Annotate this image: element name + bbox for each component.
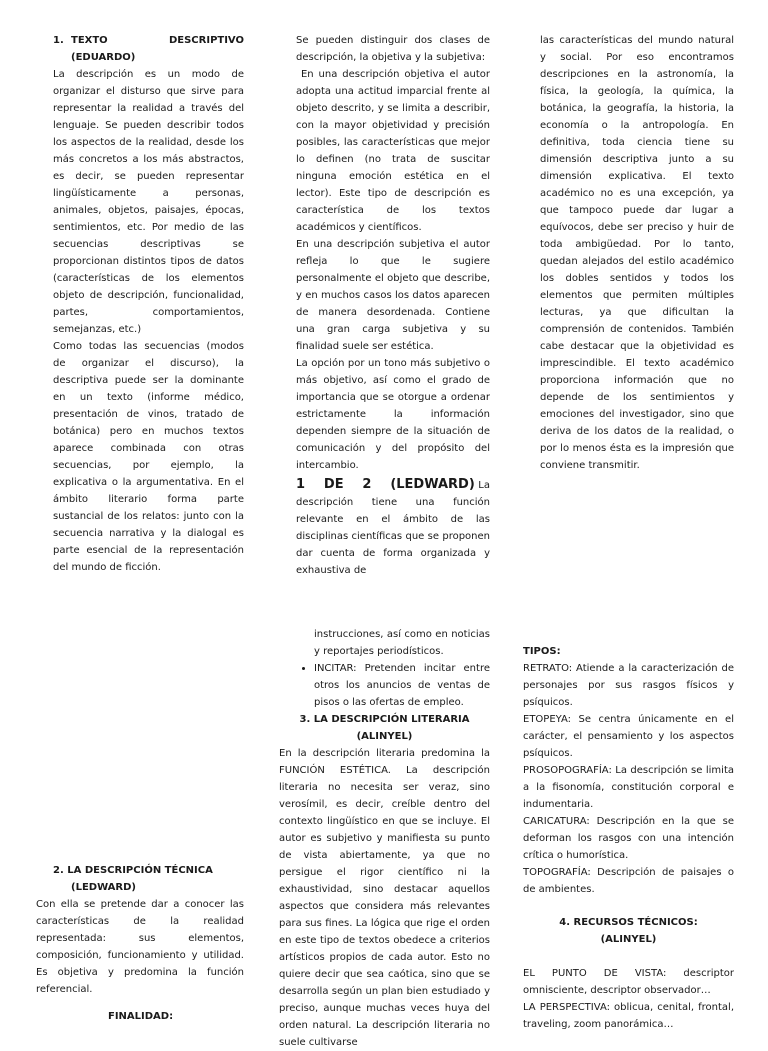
- list-item: EL PUNTO DE VISTA: descriptor omnisciente, descriptor observador…: [523, 968, 734, 996]
- tipos-heading: TIPOS:: [523, 646, 561, 657]
- paragraph: En la descripción literaria predomina la FUNCIÓN ESTÉTICA. La descripción literaria no necesita ser veraz, sino verosímil, es decir, creíble dentro del contexto lingüístico en que se incluye. El autor es subjetivo y manifiesta su punto de vista abiertamente, ya que no persigue el rigor científico ni la exhaustividad, sino destacar aquellos aspectos que considera más relevantes para sus fines. La lógica que rige el orden en este tipo de textos obedece a criterios artísticos propios de cada autor. Esto no quiere decir que sea caótica, sino que se desarrolla según un plan bien estudiado y preciso, aunque muchas veces huya del orden natural. La descripción literaria no suele cultivarse: [279, 748, 490, 1048]
- bullet-label: INCITAR:: [314, 663, 357, 674]
- section-number: 1.: [53, 35, 64, 46]
- section-3-author: (ALINYEL): [356, 731, 413, 742]
- column-6: [523, 643, 734, 1030]
- list-item: LA PERSPECTIVA: oblicua, cenital, frontal, traveling, zoom panorámica…: [523, 1002, 734, 1030]
- paragraph: instrucciones, así como en noticias y reportajes periodísticos.: [314, 629, 490, 657]
- paragraph-text: La descripción tiene una función relevante en el ámbito de las disciplinas científicas que se proponen dar cuenta de forma organizada y exhaustiva de: [296, 480, 490, 576]
- paragraph: En una descripción subjetiva el autor refleja lo que le sugiere personalmente el objeto que describe, y en muchos casos los datos aparecen de manera desordenada. Contiene una gran carga subjetiva y su finalidad suele ser estética.: [296, 239, 490, 352]
- section-1-heading: [53, 32, 244, 49]
- column-2: [296, 32, 494, 579]
- section-3-heading: 3. LA DESCRIPCIÓN LITERARIA: [299, 714, 470, 725]
- paragraph: En una descripción objetiva el autor adopta una actitud imparcial frente al objeto descrito, y se limita a describir, con la mayor objetividad y precisión posibles, las características que mejor lo definen (no trata de suscitar ninguna emoción estética en el lector). Este tipo de descripción es característica de los textos académicos y científicos.: [296, 69, 494, 233]
- list-item: CARICATURA: Descripción en la que se deforman los rasgos con una intención crítica o humorística.: [523, 816, 734, 861]
- paragraph: las características del mundo natural y social. Por eso encontramos descripciones en la astronomía, la física, la geología, la química, la botánica, la geografía, la historia, la economía o la antropología. En definitiva, toda ciencia tiene su dimensión descriptiva junto a su dimensión explicativa. El texto académico no es una excepción, ya que tampoco puede dar lugar a equívocos, debe ser preciso y huir de toda ambigüedad. Por lo tanto, quedan alejados del estilo académico los dobles sentidos y todos los elementos que permiten múltiples lecturas, ya que dificultan la comprensión de contenidos. También cabe destacar que la objetividad es imprescindible. El texto académico proporciona información que no depende de los sentimientos y emociones del investigador, sino que deriva de los datos de la realidad, o por lo menos ésta es la impresión que conviene transmitir.: [540, 35, 734, 471]
- paragraph: La opción por un tono más subjetivo o más objetivo, así como el grado de importancia que se otorgue a ordenar estrictamente la información dependen siempre de la situación de comunicación y del propósito del intercambio.: [296, 358, 490, 471]
- paragraph: Como todas las secuencias (modos de organizar el discurso), la descriptiva puede ser la dominante en un texto (informe médico, presentación de vinos, tratado de botánica) pero en muchos textos aparece combinada con otras secuencias, por ejemplo, la explicativa o la argumentativa. En el ámbito literario forma parte sustancial de los relatos: junto con la secuencia narrativa y la dialogal es parte esencial de la representación del mundo de ficción.: [53, 341, 244, 573]
- bullet-text: Pretenden incitar entre otros los anuncios de ventas de pisos o las ofertas de empleo.: [314, 663, 490, 708]
- paragraph: Con ella se pretende dar a conocer las características de la realidad representada: sus elementos, composición, funcionamiento y utilidad. Es objetiva y predomina la función referencial.: [36, 899, 244, 995]
- column-4: [36, 862, 244, 1024]
- list-item: TOPOGRAFÍA: Descripción de paisajes o de ambientes.: [523, 867, 734, 895]
- section-1-author: (EDUARDO): [71, 52, 136, 63]
- section-heading-large: 1 DE 2 (LEDWARD): [296, 477, 475, 492]
- paragraph: Se pueden distinguir dos clases de descripción, la objetiva y la subjetiva:: [296, 35, 490, 63]
- list-item: PROSOPOGRAFÍA: La descripción se limita a la fisonomía, constitución corporal e indumentaria.: [523, 765, 734, 810]
- bullet-list: [279, 660, 490, 711]
- column-1: [53, 32, 244, 576]
- section-2-author: (LEDWARD): [71, 882, 136, 893]
- list-item: ETOPEYA: Se centra únicamente en el carácter, el pensamiento y los aspectos psíquicos.: [523, 714, 734, 759]
- heading-word: DESCRIPTIVO: [168, 35, 244, 46]
- paragraph: La descripción es un modo de organizar el disturso que sirve para representar la realidad a través del lenguaje. Se pueden describir todos los aspectos de la realidad, desde los más concretos a los más abstractos, es decir, se pueden representar lingüísticamente a personas, animales, objetos, paisajes, épocas, sentimientos, etc. Por medio de las secuencias descriptivas se proporcionan distintos tipos de datos (características de los elementos objeto de descripción, funcionalidad, partes, comportamientos, semejanzas, etc.): [53, 69, 244, 335]
- column-3: [540, 32, 734, 474]
- section-4-heading: 4. RECURSOS TÉCNICOS:: [559, 917, 698, 928]
- column-5: [279, 626, 490, 1048]
- heading-word: TEXTO: [71, 35, 108, 46]
- section-4-author: (ALINYEL): [600, 934, 657, 945]
- list-item: RETRATO: Atiende a la caracterización de personajes por sus rasgos físicos y psíquicos.: [523, 663, 734, 708]
- sub-heading: FINALIDAD:: [108, 1011, 174, 1022]
- section-2-heading: 2. LA DESCRIPCIÓN TÉCNICA: [53, 865, 213, 876]
- paragraph: [296, 476, 490, 579]
- list-item: [314, 660, 490, 711]
